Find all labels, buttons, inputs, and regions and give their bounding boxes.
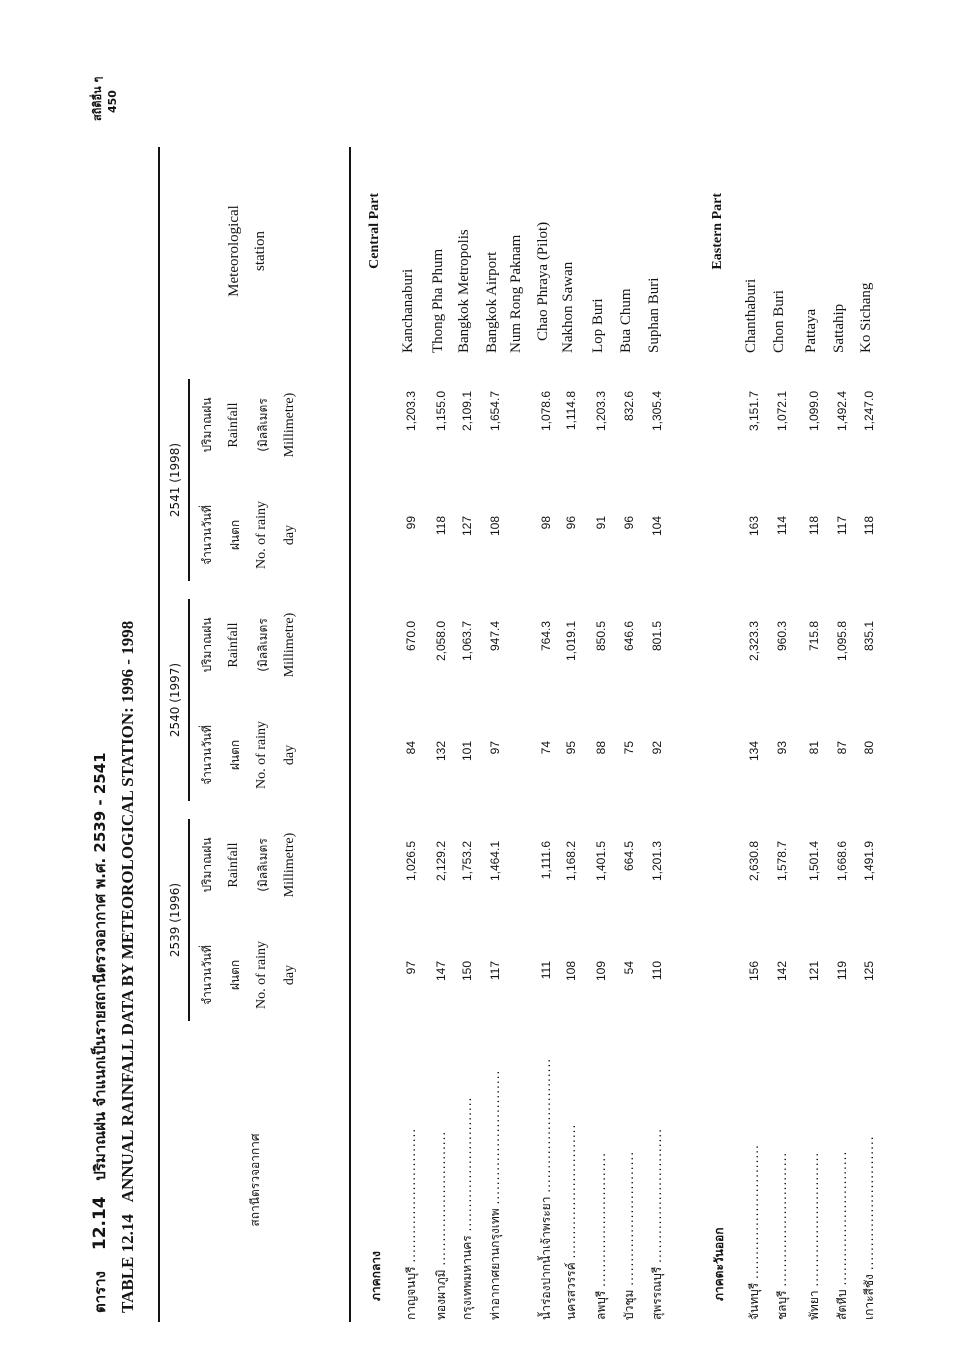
station-name-en: Bangkok Airport [484, 251, 500, 353]
dot-leader: ............................ [835, 1150, 849, 1286]
cell-rainfall: 835.1 [862, 621, 876, 652]
year-header: 2541 (1998) [168, 442, 182, 518]
cell-rainfall: 1,114.8 [564, 391, 578, 431]
title-english-text: ANNUAL RAINFALL DATA BY METEOROLOGICAL STATION: 1996 - 1998 [118, 620, 137, 1203]
cell-rainfall: 960.3 [775, 621, 789, 652]
cell-rainy-days: 99 [404, 516, 418, 530]
cell-rainy-days: 111 [539, 961, 553, 980]
header-rainy-days-line: ฝนตก [228, 739, 242, 771]
station-name-thai [805, 1040, 824, 1320]
dot-leader: ............................ [539, 1057, 553, 1193]
header-rainfall-line: ปริมาณฝน [200, 837, 214, 893]
section-title-en: Central Part [367, 193, 382, 269]
cell-rainy-days: 75 [622, 741, 636, 755]
station-name-en: Suphan Buri [646, 277, 662, 353]
cell-rainy-days: 98 [539, 516, 553, 530]
cell-rainy-days: 96 [564, 516, 578, 530]
dot-leader: ............................ [862, 1135, 876, 1271]
header-rainy-days-line: จำนวนวันที่ [200, 505, 214, 565]
dot-leader: ............................ [594, 1152, 608, 1287]
title-thai-prefix: ตาราง [91, 1271, 109, 1313]
header-rainfall-line: ปริมาณฝน [200, 397, 214, 453]
station-name-thai [562, 1040, 581, 1320]
station-name-thai [773, 1040, 792, 1320]
cell-rainfall: 2,109.1 [460, 391, 474, 432]
cell-rainy-days: 147 [434, 961, 448, 982]
cell-rainy-days: 84 [404, 741, 418, 755]
dot-leader: ............................ [650, 1128, 664, 1263]
cell-rainy-days: 132 [434, 741, 448, 762]
table-title-thai [88, 752, 112, 1313]
year-header: 2540 (1997) [168, 662, 182, 738]
cell-rainfall: 1,072.1 [775, 391, 789, 432]
header-rainy-days-line: day [282, 524, 297, 546]
cell-rainfall: 1,464.1 [488, 841, 502, 882]
cell-rainy-days: 54 [622, 961, 636, 975]
cell-rainy-days: 93 [775, 741, 789, 755]
cell-rainy-days: 134 [747, 741, 761, 762]
cell-rainy-days: 96 [622, 516, 636, 530]
cell-rainfall: 1,203.3 [594, 391, 608, 432]
cell-rainfall: 2,630.8 [747, 841, 761, 882]
cell-rainy-days: 74 [539, 741, 553, 755]
header-bottom-rule [349, 147, 351, 1322]
station-name-thai [402, 1040, 421, 1320]
header-rainy-days-line: day [282, 964, 297, 986]
cell-rainfall: 947.4 [488, 621, 502, 652]
cell-rainfall: 1,111.6 [539, 841, 553, 880]
cell-rainfall: 2,129.2 [434, 841, 448, 882]
station-name-thai [833, 1040, 852, 1320]
cell-rainfall: 1,099.0 [807, 391, 821, 432]
cell-rainy-days: 117 [835, 516, 849, 536]
cell-rainfall: 1,201.3 [650, 841, 664, 882]
cell-rainy-days: 80 [862, 741, 876, 755]
dot-leader: ............................ [807, 1151, 821, 1287]
station-name-thai-text: กาญจนบุรี [404, 1266, 418, 1320]
cell-rainy-days: 125 [862, 961, 876, 982]
cell-rainy-days: 104 [650, 516, 664, 537]
dot-leader: ............................ [404, 1127, 418, 1263]
cell-rainfall: 670.0 [404, 621, 418, 652]
station-name-thai [486, 1040, 505, 1320]
cell-rainy-days: 163 [747, 516, 761, 537]
station-name-thai [592, 1040, 611, 1320]
cell-rainfall: 850.5 [594, 621, 608, 652]
station-name-en: Nakhon Sawan [560, 261, 576, 353]
header-rainy-days-line: จำนวนวันที่ [200, 945, 214, 1005]
cell-rainy-days: 156 [747, 961, 761, 982]
table-top-rule [158, 147, 160, 1322]
header-station-thai: สถานีตรวจอากาศ [248, 1133, 262, 1227]
station-name-thai-text: จันทบุรี [747, 1282, 761, 1320]
page-section-label: สถิติอื่น ๆ [91, 76, 104, 121]
cell-rainfall: 715.8 [807, 621, 821, 652]
cell-rainy-days: 91 [594, 516, 608, 530]
cell-rainfall: 1,078.6 [539, 391, 553, 432]
cell-rainy-days: 119 [835, 961, 849, 981]
station-name-thai [458, 1040, 477, 1320]
cell-rainfall: 2,058.0 [434, 621, 448, 662]
cell-rainfall: 1,753.2 [460, 841, 474, 882]
cell-rainfall: 664.5 [622, 841, 636, 872]
cell-rainfall: 832.6 [622, 391, 636, 422]
station-name-thai [620, 1040, 639, 1320]
table-title-english [118, 621, 138, 1313]
header-rainfall-line: (มิลลิเมตร [256, 838, 270, 892]
year-group-rule [188, 379, 190, 581]
station-name-en: Pattaya [803, 308, 819, 353]
header-rainy-days-line: ฝนตก [228, 959, 242, 991]
cell-rainy-days: 127 [460, 516, 474, 537]
station-name-thai [432, 1040, 451, 1320]
dot-leader: ............................ [564, 1123, 578, 1259]
header-rainy-days-line: จำนวนวันที่ [200, 725, 214, 785]
cell-rainfall: 1,578.7 [775, 841, 789, 882]
header-rainfall-line: (มิลลิเมตร [256, 618, 270, 672]
cell-rainfall: 1,095.8 [835, 621, 849, 662]
dot-leader: ............................ [747, 1144, 761, 1279]
cell-rainy-days: 121 [807, 961, 821, 982]
station-name-en: Thong Pha Phum [430, 248, 446, 353]
header-rainfall-line: Rainfall [226, 402, 241, 448]
cell-rainfall: 1,247.0 [862, 391, 876, 432]
station-name-en: Kanchanaburi [400, 268, 416, 353]
header-rainfall-line: Millimetre) [282, 832, 297, 898]
dot-leader: ............................ [488, 1069, 502, 1205]
station-name-en: Chao Phraya (Pilot) [535, 221, 551, 341]
station-name-en: Chon Buri [771, 290, 787, 353]
cell-rainfall: 3,151.7 [747, 391, 761, 432]
title-number: 12.14 [90, 1196, 110, 1251]
header-rainy-days-line: No. of rainy [254, 720, 269, 790]
title-english-prefix: TABLE 12.14 [118, 1214, 137, 1313]
cell-rainfall: 1,026.5 [404, 841, 418, 882]
section-title-thai: ภาคกลาง [369, 1251, 383, 1301]
station-name-en: Bua Chum [618, 288, 634, 353]
header-rainy-days-line: No. of rainy [254, 500, 269, 570]
dot-leader: ............................ [434, 1130, 448, 1266]
header-rainy-days-line: No. of rainy [254, 940, 269, 1010]
cell-rainfall: 1,019.1 [564, 621, 578, 662]
cell-rainy-days: 97 [488, 741, 502, 755]
station-name-thai-text: เกาะสีชัง [862, 1274, 876, 1320]
cell-rainfall: 1,501.4 [807, 841, 821, 882]
cell-rainy-days: 110 [650, 961, 664, 981]
header-rainy-days-line: ฝนตก [228, 519, 242, 551]
cell-rainfall: 1,668.6 [835, 841, 849, 882]
year-group-rule [188, 599, 190, 801]
cell-rainy-days: 114 [775, 516, 789, 536]
station-name-en: Chanthaburi [743, 278, 759, 353]
station-name-thai-text: พัทยา [807, 1290, 821, 1320]
cell-rainy-days: 117 [488, 961, 502, 981]
station-name-thai [537, 1040, 556, 1320]
page-number: 450 [106, 90, 119, 113]
station-name-en: Sattahip [831, 303, 847, 353]
station-name-thai-text: สุพรรณบุรี [650, 1266, 664, 1320]
cell-rainy-days: 87 [835, 741, 849, 755]
cell-rainfall: 2,323.3 [747, 621, 761, 662]
cell-rainfall: 1,654.7 [488, 391, 502, 432]
station-name-thai-text: ท่าอากาศยานกรุงเทพ [488, 1208, 502, 1320]
cell-rainfall: 646.6 [622, 621, 636, 652]
station-name-thai [648, 1040, 667, 1320]
year-header: 2539 (1996) [168, 882, 182, 958]
station-name-thai-text: น้ำร่องปากน้ำเจ้าพระยา [539, 1196, 553, 1320]
header-rainy-days-line: day [282, 744, 297, 766]
station-name-en: Ko Sichang [858, 282, 874, 353]
header-rainfall-line: Millimetre) [282, 612, 297, 678]
year-group-rule [188, 819, 190, 1021]
header-rainfall-line: Rainfall [226, 842, 241, 888]
cell-rainfall: 1,492.4 [835, 391, 849, 432]
station-name-thai-text: ลพบุรี [594, 1290, 608, 1320]
cell-rainfall: 1,401.5 [594, 841, 608, 882]
cell-rainy-days: 118 [807, 516, 821, 536]
header-rainfall-line: ปริมาณฝน [200, 617, 214, 673]
cell-rainfall: 1,155.0 [434, 391, 448, 432]
station-name-thai-text: ชลบุรี [775, 1290, 789, 1320]
cell-rainfall: 1,063.7 [460, 621, 474, 662]
cell-rainy-days: 109 [594, 961, 608, 982]
station-name-thai-text: สัตหีบ [835, 1289, 849, 1320]
dot-leader: ............................ [622, 1150, 636, 1286]
station-name-en: Lop Buri [590, 298, 606, 353]
title-thai-text: ปริมาณฝน จำแนกเป็นรายสถานีตรวจอากาศ พ.ศ. 2539 - 2541 [91, 752, 109, 1181]
header-station-en-1: Meteorological [226, 205, 242, 297]
cell-rainy-days: 118 [862, 516, 876, 536]
station-name-thai [860, 1040, 879, 1320]
station-name-en: Num Rong Paknam [508, 234, 524, 353]
station-name-thai [745, 1040, 764, 1320]
cell-rainy-days: 92 [650, 741, 664, 755]
header-rainfall-line: Rainfall [226, 622, 241, 668]
station-name-thai-text: นครสวรรค์ [564, 1262, 578, 1320]
dot-leader: ............................ [460, 1096, 474, 1232]
cell-rainy-days: 97 [404, 961, 418, 975]
cell-rainfall: 764.3 [539, 621, 553, 652]
station-name-thai-text: บัวชุม [622, 1289, 636, 1320]
cell-rainy-days: 108 [564, 961, 578, 982]
station-name-thai-text: กรุงเทพมหานคร [460, 1235, 474, 1320]
header-rainfall-line: (มิลลิเมตร [256, 398, 270, 452]
station-name-en: Bangkok Metropolis [456, 229, 472, 353]
section-title-en: Eastern Part [710, 193, 725, 270]
cell-rainy-days: 118 [434, 516, 448, 536]
cell-rainy-days: 88 [594, 741, 608, 755]
cell-rainfall: 1,203.3 [404, 391, 418, 432]
section-title-thai: ภาคตะวันออก [712, 1227, 726, 1301]
cell-rainy-days: 81 [807, 741, 821, 755]
cell-rainfall: 1,305.4 [650, 391, 664, 432]
cell-rainfall: 801.5 [650, 621, 664, 652]
cell-rainfall: 1,491.9 [862, 841, 876, 882]
station-name-thai-text: ทองผาภูมิ [434, 1269, 448, 1320]
cell-rainy-days: 142 [775, 961, 789, 982]
cell-rainy-days: 108 [488, 516, 502, 537]
cell-rainy-days: 95 [564, 741, 578, 755]
dot-leader: ............................ [775, 1151, 789, 1287]
header-rainfall-line: Millimetre) [282, 392, 297, 458]
cell-rainy-days: 101 [460, 741, 474, 762]
cell-rainfall: 1,168.2 [564, 841, 578, 882]
header-station-en-2: station [252, 231, 268, 271]
cell-rainy-days: 150 [460, 961, 474, 982]
